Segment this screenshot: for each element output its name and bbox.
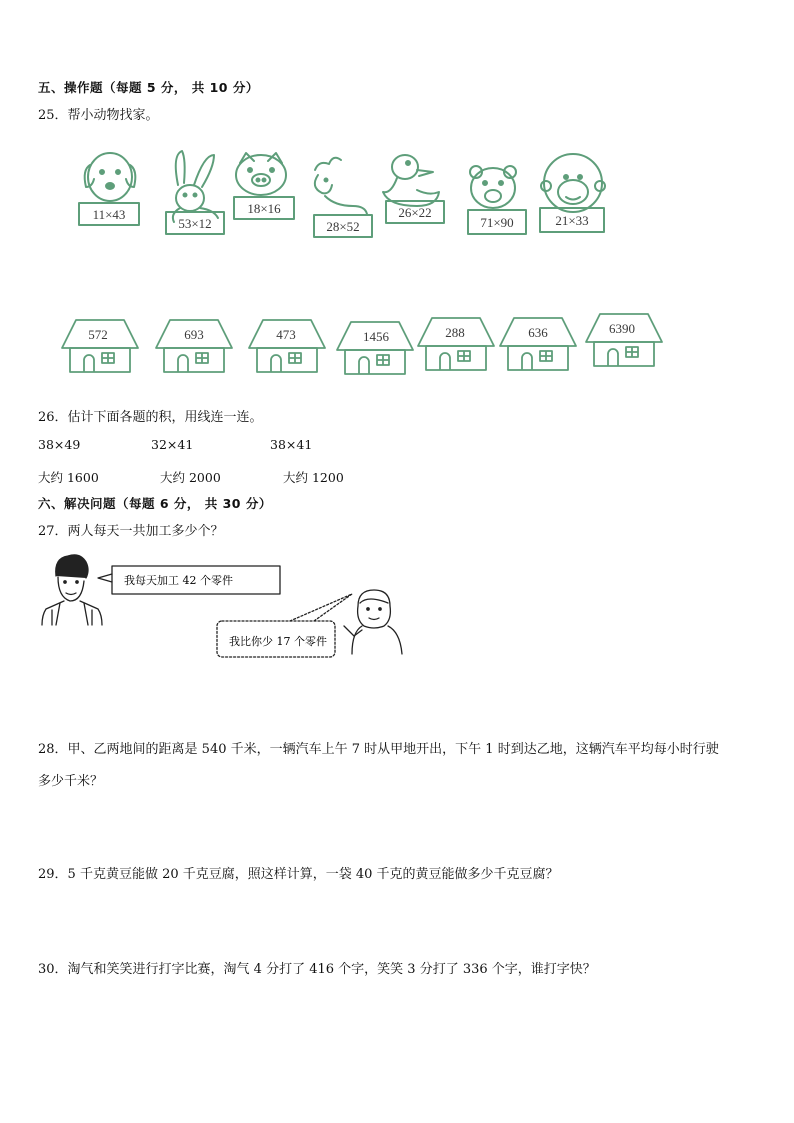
girl-speech-text: 我比你少 17 个零件 xyxy=(229,635,327,648)
question-25-text: 25．帮小动物找家。 xyxy=(38,108,159,123)
question-28-line1: 28．甲、乙两地间的距离是 540 千米，一辆汽车上午 7 时从甲地开出，下午 1 时到达乙地，这辆汽车平均每小时行驶 xyxy=(38,742,719,757)
estimate-problem: 38×49 xyxy=(38,437,81,452)
question-29-text: 29．5 千克黄豆能做 20 千克豆腐，照这样计算，一袋 40 千克的黄豆能做多少千克豆腐？ xyxy=(38,867,559,882)
girl-icon xyxy=(344,590,402,654)
house-label: 572 xyxy=(88,327,108,342)
section-6-title: 六、解决问题（每题 6 分， 共 30 分） xyxy=(38,496,272,511)
animal-label: 71×90 xyxy=(480,215,514,230)
estimate-answer: 大约 2000 xyxy=(160,470,221,485)
house-label: 473 xyxy=(276,327,296,342)
question-30-text: 30．淘气和笑笑进行打字比赛，淘气 4 分打了 416 个字，笑笑 3 分打了 336 个字，谁打字快？ xyxy=(38,962,596,977)
house-label: 6390 xyxy=(609,321,635,336)
animal-label: 53×12 xyxy=(178,216,212,231)
animal-label: 28×52 xyxy=(326,219,360,234)
estimate-problem: 32×41 xyxy=(151,437,194,452)
man-icon xyxy=(42,555,102,625)
house-label: 1456 xyxy=(363,329,389,344)
man-speech-text: 我每天加工 42 个零件 xyxy=(124,574,233,587)
estimate-problem: 38×41 xyxy=(270,437,313,452)
estimate-answer: 大约 1200 xyxy=(283,470,344,485)
animal-label: 11×43 xyxy=(92,207,126,222)
question-26-text: 26．估计下面各题的积，用线连一连。 xyxy=(38,410,263,425)
animal-label: 26×22 xyxy=(398,205,432,220)
house-label: 693 xyxy=(184,327,204,342)
animal-label: 18×16 xyxy=(247,201,281,216)
question-27-text: 27．两人每天一共加工多少个？ xyxy=(38,524,224,539)
question-28-line2: 多少千米？ xyxy=(38,774,104,789)
section-5-title: 五、操作题（每题 5 分， 共 10 分） xyxy=(38,80,259,95)
house-label: 636 xyxy=(528,325,548,340)
animal-label: 21×33 xyxy=(555,213,589,228)
estimate-answer: 大约 1600 xyxy=(38,470,99,485)
house-label: 288 xyxy=(445,325,465,340)
